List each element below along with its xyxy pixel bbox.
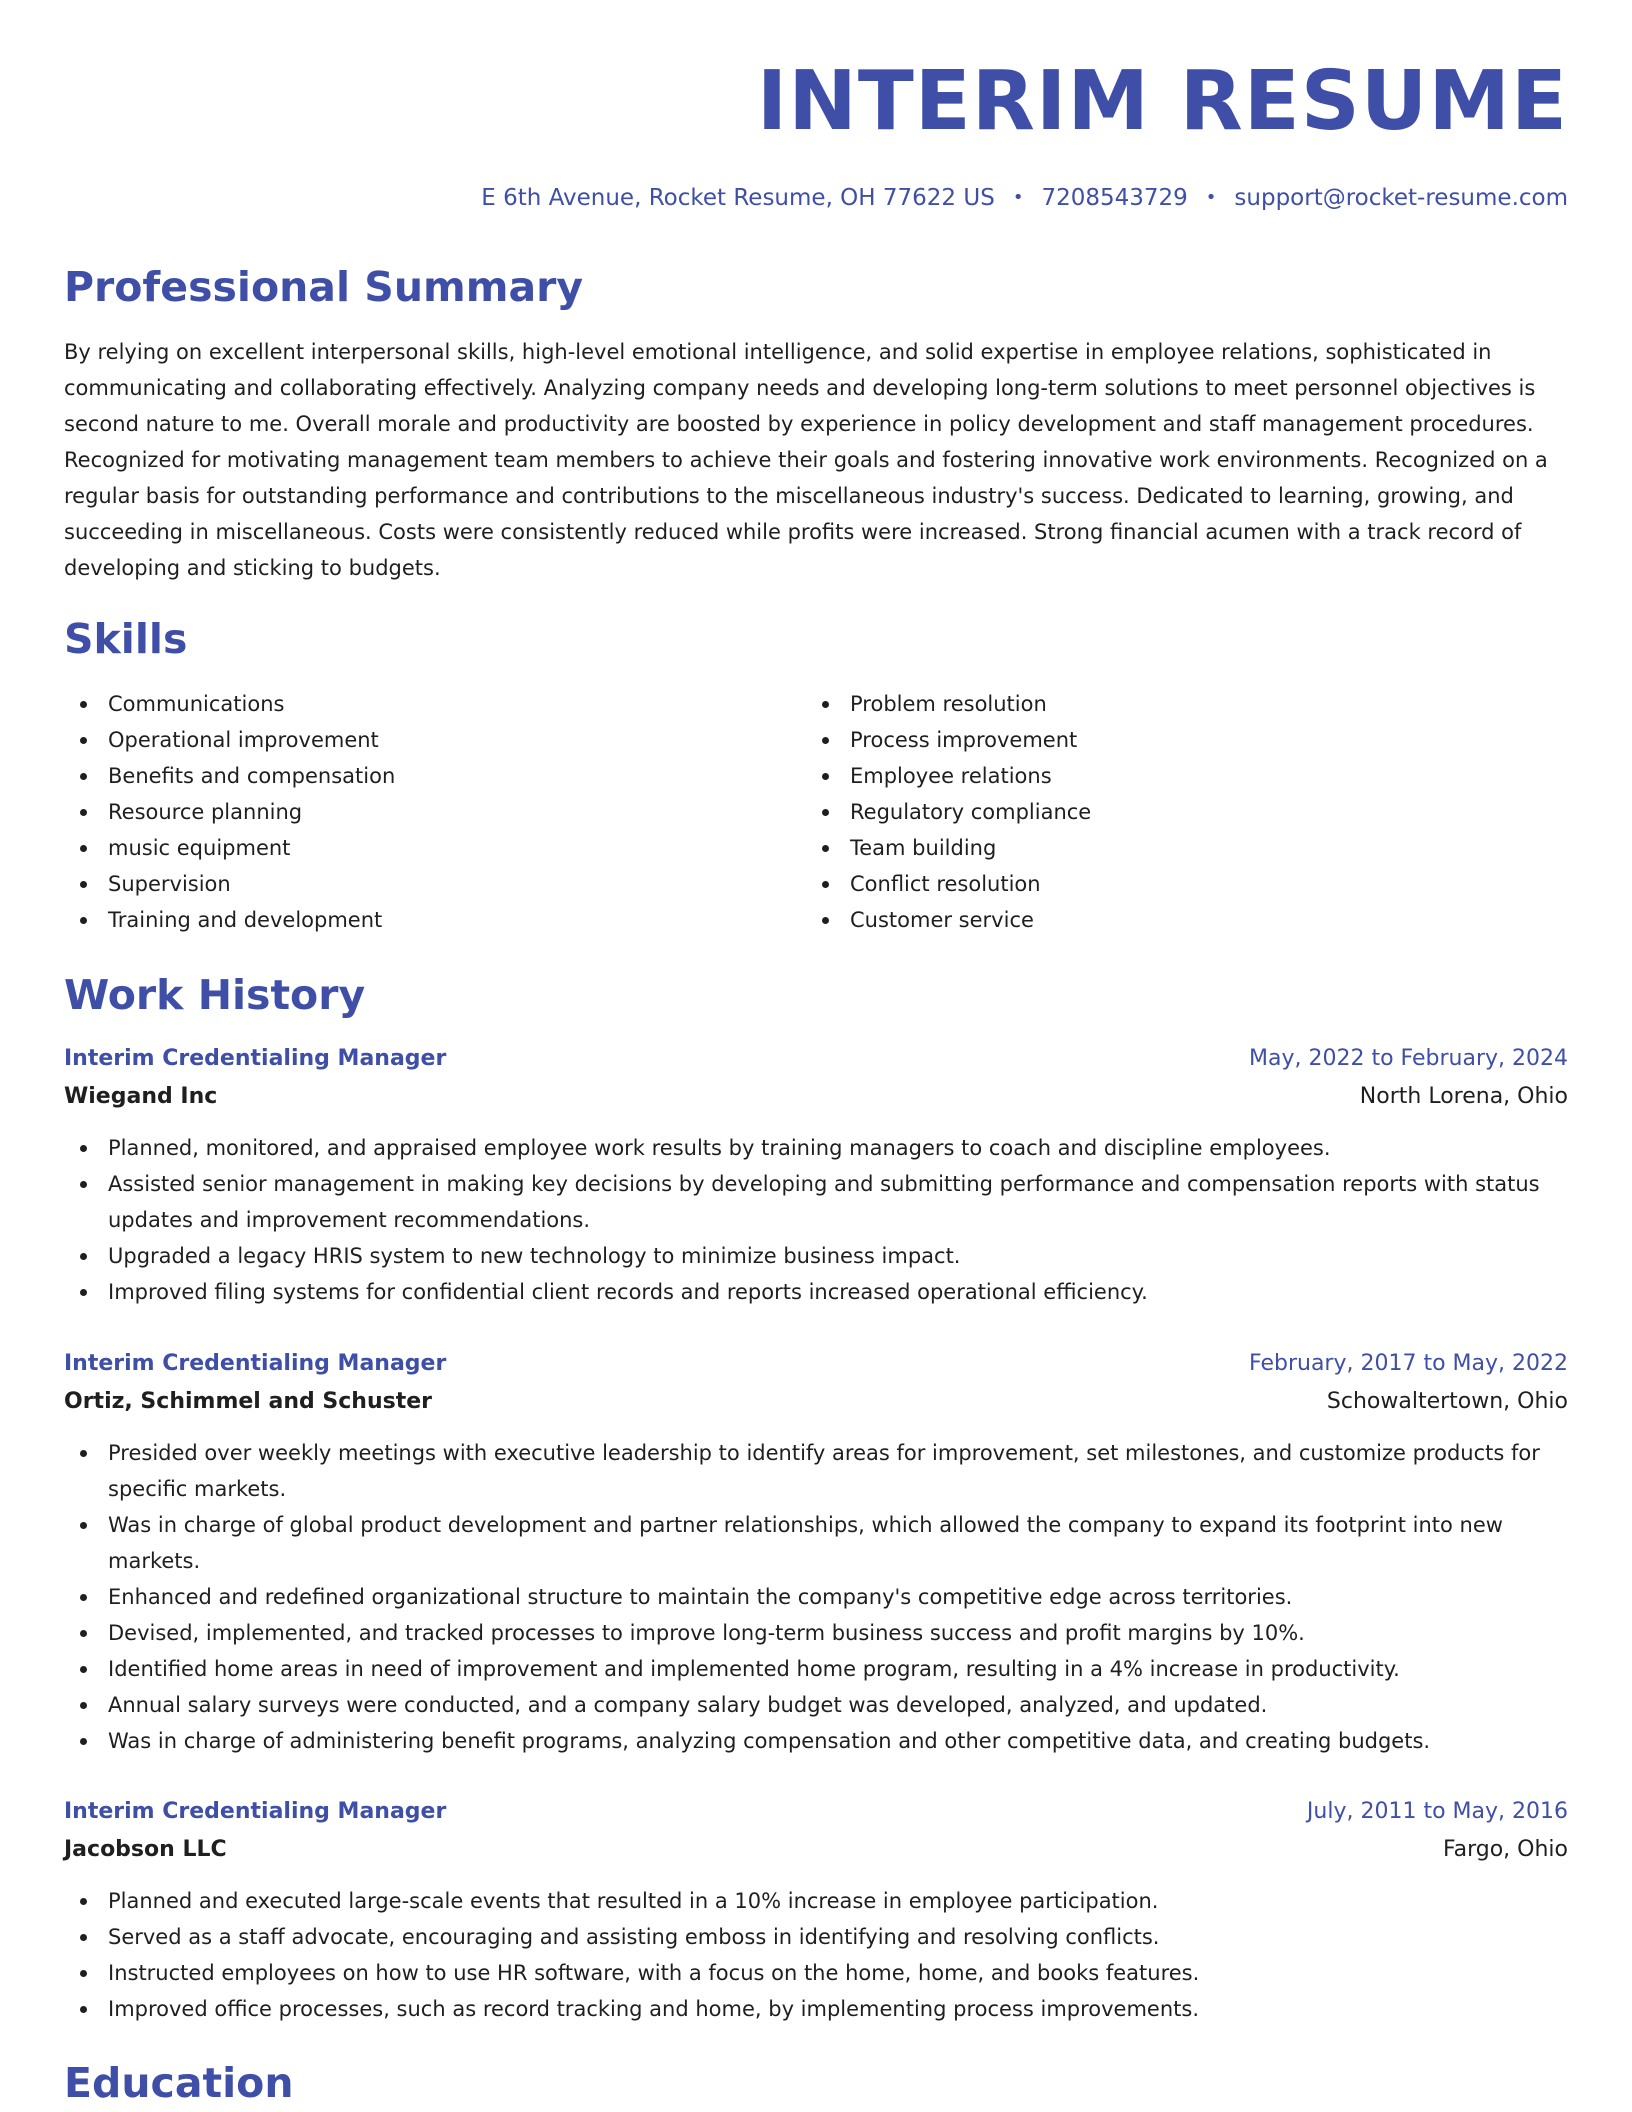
- skill-item: Training and development: [64, 902, 806, 938]
- skill-item: Process improvement: [806, 722, 1548, 758]
- skill-item: Supervision: [64, 866, 806, 902]
- job-bullet: Improved office processes, such as record tracking and home, by implementing process improvements.: [64, 1991, 1568, 2027]
- skill-item: Problem resolution: [806, 686, 1548, 722]
- job-bullet: Instructed employees on how to use HR software, with a focus on the home, home, and books features.: [64, 1955, 1568, 1991]
- job-title: Interim Credentialing Manager: [64, 1799, 447, 1824]
- job-location: North Lorena, Ohio: [1359, 1084, 1568, 1109]
- job-header: [64, 1040, 1568, 1078]
- contact-address: E 6th Avenue, Rocket Resume, OH 77622 US: [481, 185, 995, 211]
- section-title-summary: Professional Summary: [64, 263, 584, 311]
- contact-phone: 7208543729: [1041, 185, 1188, 211]
- contact-line: [481, 180, 1568, 216]
- skill-item: Regulatory compliance: [806, 794, 1548, 830]
- skill-item: Conflict resolution: [806, 866, 1548, 902]
- job-bullet: Improved filing systems for confidential client records and reports increased operational efficiency.: [64, 1274, 1568, 1310]
- skill-item: music equipment: [64, 830, 806, 866]
- job-subheader: [64, 1078, 1568, 1116]
- job-bullet: Was in charge of global product development and partner relationships, which allowed the company to expand its footprint into new markets.: [64, 1507, 1568, 1579]
- job-bullet: Upgraded a legacy HRIS system to new technology to minimize business impact.: [64, 1238, 1568, 1274]
- job-bullet: Devised, implemented, and tracked processes to improve long-term business success and profit margins by 10%.: [64, 1615, 1568, 1651]
- job-bullet: Was in charge of administering benefit programs, analyzing compensation and other competitive data, and creating budgets.: [64, 1723, 1568, 1759]
- job-location: Schowaltertown, Ohio: [1326, 1389, 1568, 1414]
- skill-item: Customer service: [806, 902, 1548, 938]
- job-bullets: [64, 1883, 1568, 2027]
- job-entry: [64, 1793, 1568, 2027]
- section-title-education: Education: [64, 2059, 294, 2107]
- contact-separator: •: [1205, 187, 1217, 208]
- job-bullets: [64, 1130, 1568, 1310]
- skill-item: Communications: [64, 686, 806, 722]
- skills-list: [64, 686, 1568, 938]
- skill-item: Operational improvement: [64, 722, 806, 758]
- skill-item: Employee relations: [806, 758, 1548, 794]
- job-entry: [64, 1345, 1568, 1759]
- section-title-skills: Skills: [64, 615, 188, 663]
- job-bullet: Planned, monitored, and appraised employee work results by training managers to coach and discipline employees.: [64, 1130, 1568, 1166]
- job-entry: [64, 1040, 1568, 1310]
- job-location: Fargo, Ohio: [1442, 1837, 1568, 1862]
- job-bullet: Planned and executed large-scale events that resulted in a 10% increase in employee participation.: [64, 1883, 1568, 1919]
- job-dates: May, 2022 to February, 2024: [1249, 1046, 1568, 1071]
- job-bullet: Identified home areas in need of improvement and implemented home program, resulting in a 4% increase in productivity.: [64, 1651, 1568, 1687]
- job-subheader: [64, 1383, 1568, 1421]
- resume-name: INTERIM RESUME: [756, 54, 1568, 149]
- job-company: Wiegand Inc: [64, 1084, 218, 1109]
- job-title: Interim Credentialing Manager: [64, 1351, 447, 1376]
- job-bullets: [64, 1435, 1568, 1759]
- contact-separator: •: [1012, 187, 1024, 208]
- job-bullet: Enhanced and redefined organizational structure to maintain the company's competitive edge across territories.: [64, 1579, 1568, 1615]
- job-bullet: Annual salary surveys were conducted, and a company salary budget was developed, analyzed, and updated.: [64, 1687, 1568, 1723]
- job-header: [64, 1793, 1568, 1831]
- section-title-work-history: Work History: [64, 971, 366, 1019]
- job-title: Interim Credentialing Manager: [64, 1046, 447, 1071]
- job-bullet: Presided over weekly meetings with executive leadership to identify areas for improvement, set milestones, and customize products for specific markets.: [64, 1435, 1568, 1507]
- job-bullet: Assisted senior management in making key decisions by developing and submitting performance and compensation reports with status updates and improvement recommendations.: [64, 1166, 1568, 1238]
- skills-column-left: [64, 686, 806, 938]
- contact-email: support@rocket-resume.com: [1234, 185, 1568, 211]
- job-dates: February, 2017 to May, 2022: [1249, 1351, 1568, 1376]
- job-dates: July, 2011 to May, 2016: [1306, 1799, 1568, 1824]
- skills-column-right: [806, 686, 1548, 938]
- job-bullet: Served as a staff advocate, encouraging and assisting emboss in identifying and resolving conflicts.: [64, 1919, 1568, 1955]
- skill-item: Resource planning: [64, 794, 806, 830]
- skill-item: Team building: [806, 830, 1548, 866]
- job-subheader: [64, 1831, 1568, 1869]
- job-header: [64, 1345, 1568, 1383]
- summary-text: By relying on excellent interpersonal skills, high-level emotional intelligence, and solid expertise in employee relations, sophisticated in communicating and collaborating effectively. Analyzing company needs and developing long-term solutions to meet personnel objectives is second nature to me. Overall morale and productivity are boosted by experience in policy development and staff management procedures. Recognized for motivating management team members to achieve their goals and fostering innovative work environments. Recognized on a regular basis for outstanding performance and contributions to the miscellaneous industry's success. Dedicated to learning, growing, and succeeding in miscellaneous. Costs were consistently reduced while profits were increased. Strong financial acumen with a track record of developing and sticking to budgets.: [64, 340, 1548, 580]
- job-company: Ortiz, Schimmel and Schuster: [64, 1389, 432, 1414]
- skill-item: Benefits and compensation: [64, 758, 806, 794]
- job-company: Jacobson LLC: [64, 1837, 227, 1862]
